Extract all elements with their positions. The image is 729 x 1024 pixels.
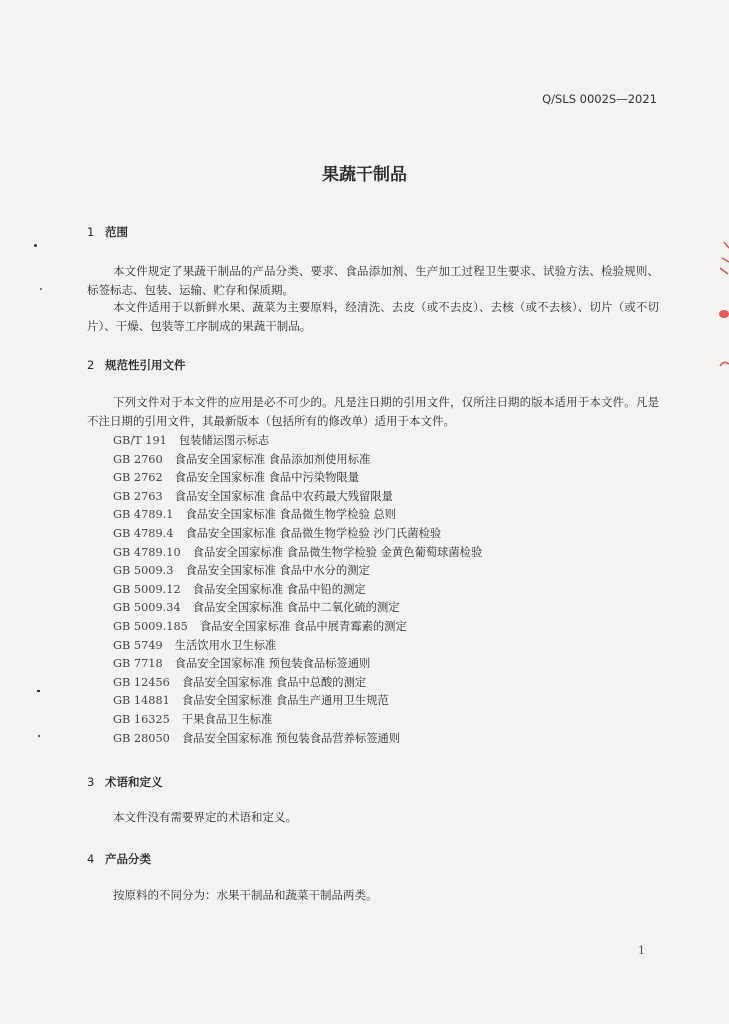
section-3-text: 本文件没有需要界定的术语和定义。 — [113, 810, 297, 824]
section-2-intro: 下列文件对于本文件的应用是必不可少的。凡是注日期的引用文件，仅所注日期的版本适用于本文件。凡是不注日期的引用文件，其最新版本（包括所有的修改单）适用于本文件。 — [87, 395, 659, 428]
scan-dot-mark — [37, 690, 40, 692]
reference-code: GB 12456 — [113, 675, 170, 689]
reference-title: 包装储运图示标志 — [178, 434, 270, 447]
reference-code: GB 5009.12 — [113, 582, 181, 596]
reference-code: GB 5009.185 — [113, 619, 188, 633]
reference-title: 生活饮用水卫生标准 — [174, 638, 277, 652]
reference-item — [113, 525, 482, 544]
section-1-heading — [87, 224, 128, 240]
reference-code: GB 5009.3 — [113, 564, 174, 578]
reference-title: 食品安全国家标准 食品中水分的测定 — [185, 564, 370, 578]
reference-title: 食品安全国家标准 预包装食品标签通则 — [174, 657, 371, 671]
section-1-paragraph-2: 本文件适用于以新鲜水果、蔬菜为主要原料，经清洗、去皮（或不去皮）、去核（或不去核）、切片（或不切片）、干燥、包装等工序制成的果蔬干制品。 — [87, 300, 659, 333]
reference-item — [113, 711, 482, 730]
reference-title: 食品安全国家标准 食品中总酸的测定 — [181, 675, 367, 689]
reference-code: GB 2763 — [113, 489, 163, 503]
reference-item — [113, 451, 482, 470]
reference-title: 食品安全国家标准 食品生产通用卫生规范 — [181, 694, 389, 708]
reference-code: GB 4789.1 — [113, 508, 174, 522]
scan-dot-mark — [38, 735, 40, 737]
section-title: 范围 — [105, 225, 128, 239]
reference-title: 食品安全国家标准 食品中农药最大残留限量 — [174, 489, 393, 503]
section-2-heading — [87, 357, 186, 373]
reference-item — [113, 730, 482, 749]
reference-item — [113, 674, 482, 693]
reference-code: GB 5749 — [113, 638, 163, 652]
reference-title: 食品安全国家标准 食品中二氧化硫的测定 — [192, 601, 400, 615]
reference-item — [113, 469, 482, 488]
reference-title: 食品安全国家标准 食品中铅的测定 — [192, 582, 366, 596]
section-title: 规范性引用文件 — [105, 358, 186, 372]
reference-code: GB 5009.34 — [113, 601, 181, 615]
section-title: 产品分类 — [105, 852, 151, 866]
reference-item — [113, 581, 482, 600]
scan-dot-mark — [34, 244, 37, 247]
reference-code: GB 14881 — [113, 694, 170, 708]
section-4-heading — [87, 851, 151, 867]
reference-title: 食品安全国家标准 食品中污染物限量 — [174, 471, 360, 485]
reference-code: GB 16325 — [113, 712, 170, 726]
document-title: 果蔬干制品 — [322, 165, 407, 185]
reference-code: GB 4789.4 — [113, 526, 174, 540]
reference-title: 食品安全国家标准 食品微生物学检验 金黄色葡萄球菌检验 — [192, 545, 483, 559]
section-number: 4 — [87, 852, 95, 866]
reference-item — [113, 599, 482, 618]
reference-item — [113, 432, 482, 451]
reference-item — [113, 562, 482, 581]
reference-code: GB 4789.10 — [113, 545, 181, 559]
section-number: 3 — [87, 775, 95, 789]
reference-title: 食品安全国家标准 食品微生物学检验 沙门氏菌检验 — [185, 526, 442, 540]
red-seal-fragment-icon — [708, 238, 729, 378]
reference-title: 干果食品卫生标准 — [181, 712, 273, 726]
section-3-heading — [87, 774, 163, 790]
section-number: 1 — [87, 225, 95, 239]
reference-title: 食品安全国家标准 食品添加剂使用标准 — [174, 452, 371, 466]
page-number: 1 — [638, 944, 645, 957]
reference-code: GB 2760 — [113, 452, 163, 466]
reference-code: GB 7718 — [113, 657, 163, 671]
reference-code: GB/T 191 — [113, 434, 167, 447]
reference-code: GB 28050 — [113, 731, 170, 745]
reference-title: 食品安全国家标准 食品中展青霉素的测定 — [199, 619, 407, 633]
reference-item — [113, 655, 482, 674]
normative-references-list — [113, 432, 482, 748]
reference-code: GB 2762 — [113, 471, 163, 485]
standard-code: Q/SLS 0002S—2021 — [542, 92, 657, 106]
section-4-text: 按原料的不同分为：水果干制品和蔬菜干制品两类。 — [113, 888, 378, 902]
reference-item — [113, 506, 482, 525]
reference-item — [113, 637, 482, 656]
section-title: 术语和定义 — [105, 775, 163, 789]
reference-title: 食品安全国家标准 预包装食品营养标签通则 — [181, 731, 401, 745]
reference-item — [113, 618, 482, 637]
reference-title: 食品安全国家标准 食品微生物学检验 总则 — [185, 508, 396, 522]
scan-dot-mark — [40, 288, 42, 290]
reference-item — [113, 488, 482, 507]
section-number: 2 — [87, 358, 95, 372]
section-1-paragraph-1: 本文件规定了果蔬干制品的产品分类、要求、食品添加剂、生产加工过程卫生要求、试验方法、检验规则、标签标志、包装、运输、贮存和保质期。 — [87, 264, 659, 297]
reference-item — [113, 544, 482, 563]
reference-item — [113, 692, 482, 711]
